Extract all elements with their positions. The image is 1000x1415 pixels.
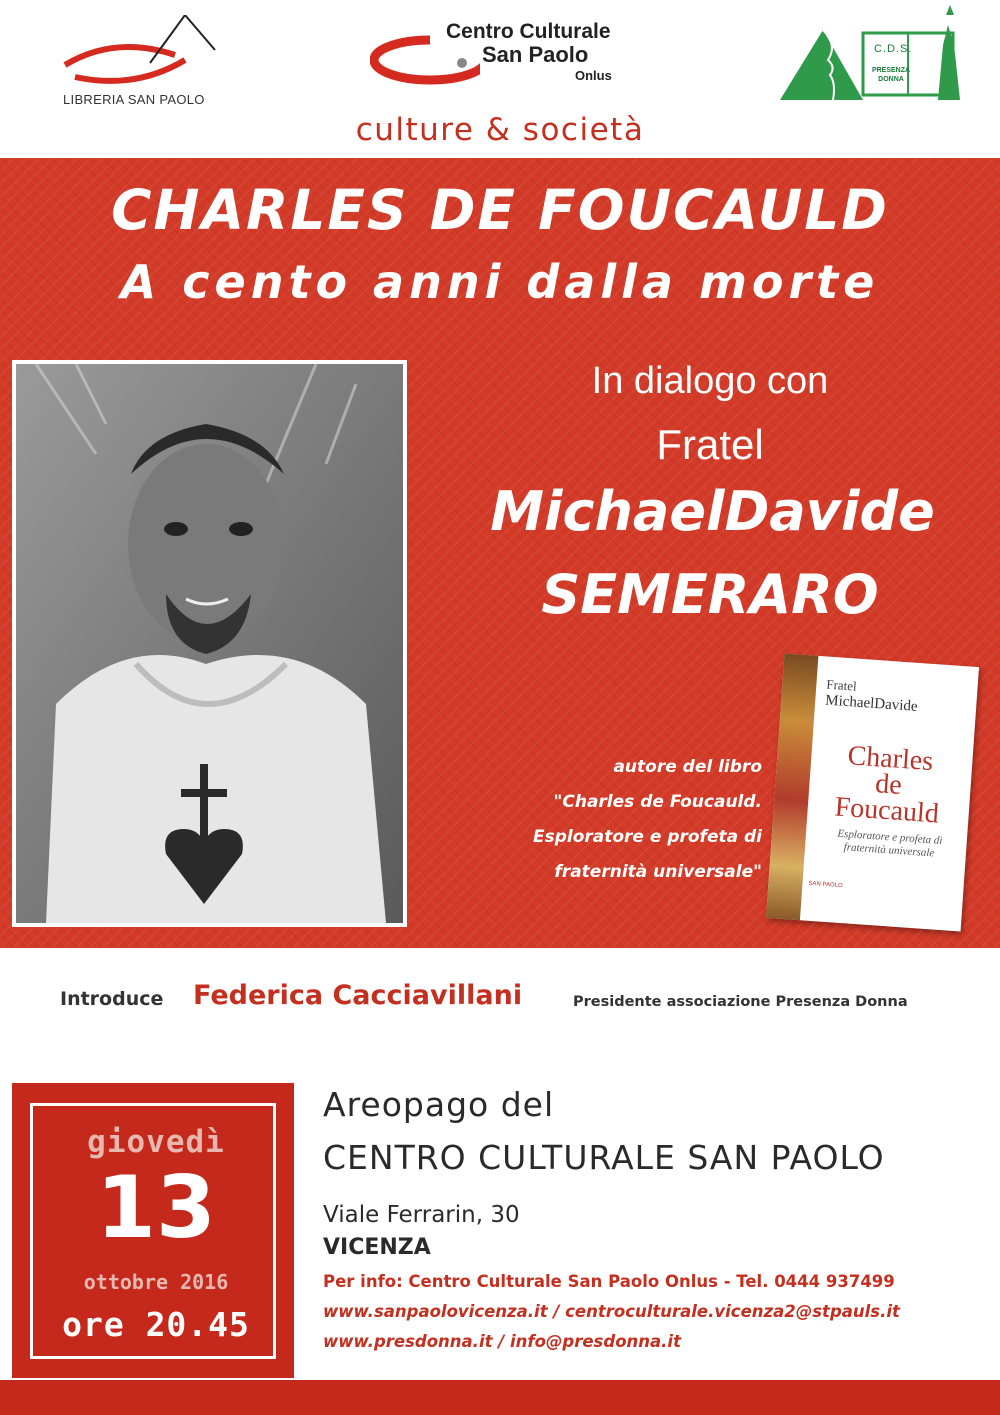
- venue-line1: Areopago del: [323, 1085, 555, 1124]
- libreria-logo-mark: [55, 15, 225, 95]
- libreria-san-paolo-logo: [55, 15, 225, 110]
- speaker-surname: SEMERARO: [541, 563, 879, 626]
- cds-logo-name: PRESENZA DONNA: [871, 67, 911, 83]
- contact-info: Per info: Centro Culturale San Paolo Onlus - Tel. 0444 937499: [323, 1272, 895, 1291]
- book-desc-line: "Charles de Foucauld.: [553, 792, 762, 812]
- book-desc-line: Esploratore e profeta di: [532, 827, 762, 847]
- contact-links-1[interactable]: www.sanpaolovicenza.it / centroculturale.vicenza2@stpauls.it: [323, 1302, 900, 1321]
- centro-culturale-logo: [370, 20, 630, 95]
- category-heading: culture & società: [355, 112, 645, 148]
- date-box-frame: [30, 1103, 276, 1359]
- centro-logo-line3: Onlus: [575, 68, 612, 83]
- book-cover-publisher: SAN PAOLO: [808, 880, 843, 890]
- event-time: ore 20.45: [62, 1305, 250, 1344]
- date-day-number: 13: [96, 1158, 216, 1258]
- introducer-role: Presidente associazione Presenza Donna: [573, 994, 908, 1010]
- libreria-logo-label: LIBRERIA SAN PAOLO: [63, 92, 205, 107]
- speaker-prefix: Fratel: [656, 421, 764, 468]
- date-weekday: giovedì: [87, 1124, 225, 1160]
- introducer-name: Federica Cacciavillani: [193, 980, 523, 1011]
- portrait-illustration: [16, 364, 403, 923]
- venue-line2: CENTRO CULTURALE SAN PAOLO: [323, 1138, 885, 1177]
- dialog-intro: In dialogo con: [591, 360, 829, 402]
- book-desc-line: autore del libro: [613, 757, 762, 777]
- book-cover-author-prefix: Fratel: [825, 676, 858, 694]
- centro-logo-line1: Centro Culturale: [446, 20, 611, 43]
- book-description: [440, 750, 762, 890]
- date-box: [12, 1083, 294, 1378]
- portrait-photo: [12, 360, 407, 927]
- book-cover-author: MichaelDavide: [824, 692, 919, 715]
- presenza-donna-logo: [778, 5, 963, 105]
- centro-logo-line2: San Paolo: [482, 42, 589, 67]
- contact-links-2[interactable]: www.presdonna.it / info@presdonna.it: [323, 1332, 681, 1351]
- book-cover-title: Charles de Foucauld: [833, 740, 940, 830]
- speaker-name: MichaelDavide: [490, 480, 935, 543]
- cds-logo-abbr: C.D.S.: [874, 43, 913, 55]
- venue-city: VICENZA: [323, 1235, 431, 1260]
- venue-address: Viale Ferrarin, 30: [323, 1202, 520, 1228]
- event-title: CHARLES DE FOUCAULD: [111, 178, 889, 242]
- event-subtitle: A cento anni dalla morte: [120, 255, 880, 309]
- presenza-donna-logo-mark: [778, 5, 963, 105]
- introduce-label: Introduce: [60, 988, 164, 1010]
- book-desc-line: fraternità universale": [554, 862, 762, 882]
- date-month-year: ottobre 2016: [83, 1270, 229, 1294]
- book-cover-subtitle: Esploratore e profeta di fraternità universale: [837, 827, 943, 860]
- bottom-red-bar: [0, 1380, 1000, 1415]
- book-cover: [766, 654, 979, 932]
